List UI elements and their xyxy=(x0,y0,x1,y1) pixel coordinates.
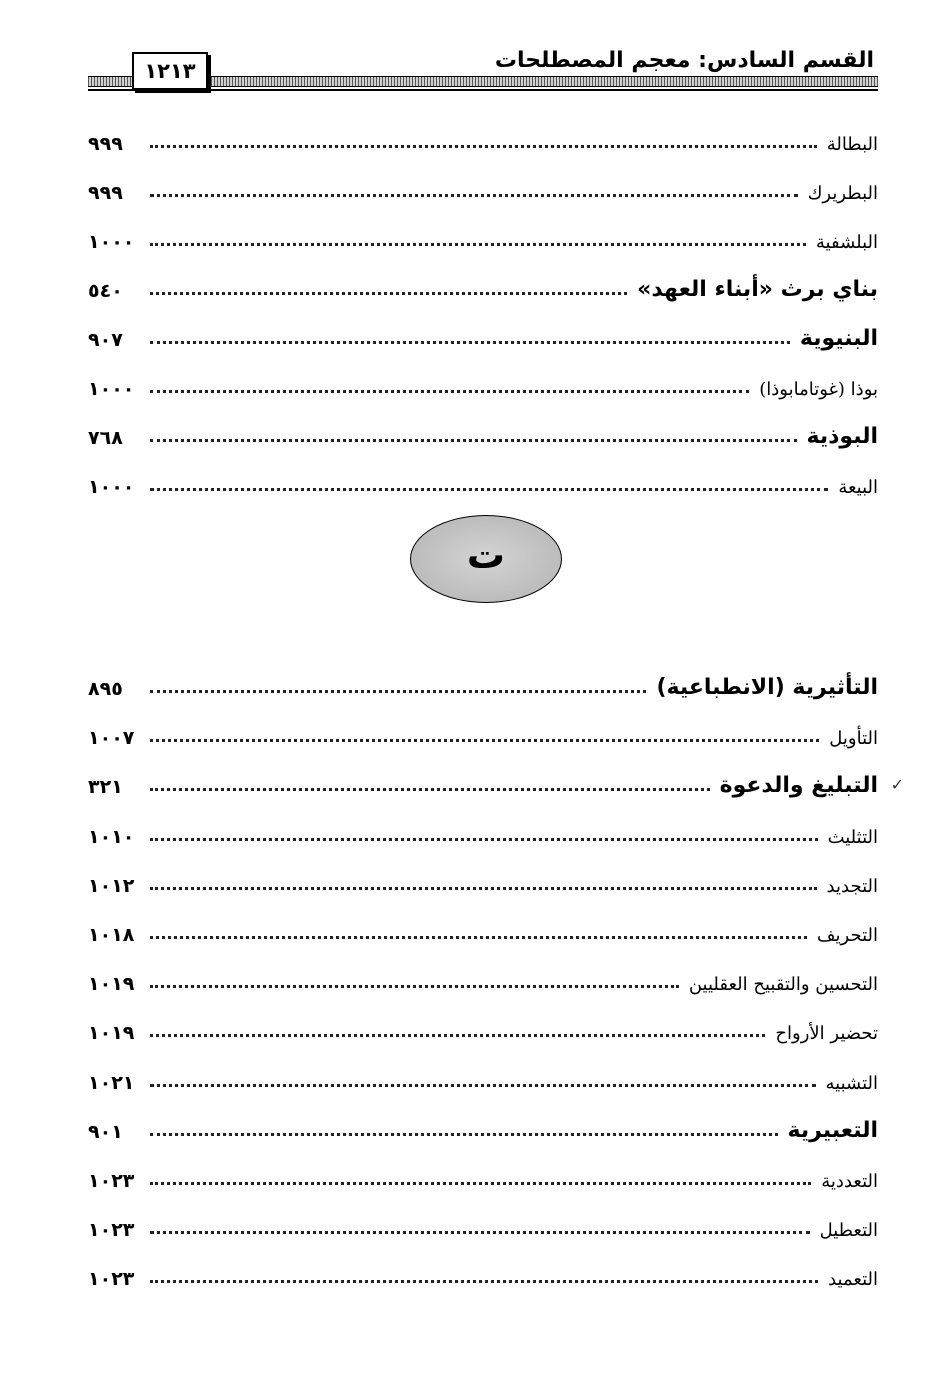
dot-leader xyxy=(150,690,646,693)
index-entry xyxy=(88,1004,878,1044)
index-entry xyxy=(88,1054,878,1094)
dot-leader xyxy=(150,243,806,246)
index-entry xyxy=(88,906,878,946)
entry-page-number: ١٠٢٣ xyxy=(88,1268,135,1291)
entry-page-number: ٩٠٧ xyxy=(88,329,123,351)
entry-term: التثليث xyxy=(827,826,878,848)
dot-leader xyxy=(150,838,818,841)
entry-term: بناي برث «أبناء العهد» xyxy=(637,277,878,302)
entry-page-number: ١٠٠٠ xyxy=(88,476,135,498)
dot-leader xyxy=(150,739,819,742)
dot-leader xyxy=(150,1133,778,1136)
entry-page-number: ٩٠١ xyxy=(88,1120,123,1143)
entry-term: البطريرك xyxy=(807,183,878,204)
entry-page-number: ١٠١٩ xyxy=(88,1022,135,1045)
entry-page-number: ١٠٢٣ xyxy=(88,1170,135,1192)
dot-leader xyxy=(150,788,710,791)
index-entry xyxy=(88,115,878,155)
index-entry xyxy=(88,262,878,302)
entry-page-number: ٩٩٩ xyxy=(88,182,123,204)
entry-term: التبليغ والدعوة xyxy=(719,773,878,799)
entry-page-number: ١٠٠٧ xyxy=(88,727,135,750)
dot-leader xyxy=(150,145,817,148)
index-entry xyxy=(88,409,878,449)
dot-leader xyxy=(150,1231,810,1234)
index-entry xyxy=(88,660,878,700)
index-entry xyxy=(88,955,878,995)
dot-leader xyxy=(150,488,828,491)
entry-page-number: ٩٩٩ xyxy=(88,133,123,155)
entry-page-number: ٧٦٨ xyxy=(88,427,123,449)
entry-term: التحريف xyxy=(816,925,878,946)
dot-leader xyxy=(150,439,797,442)
entry-page-number: ١٠٠٠ xyxy=(88,231,135,253)
index-entry xyxy=(88,311,878,351)
entry-page-number: ٣٢١ xyxy=(88,776,123,799)
index-entry xyxy=(88,758,878,798)
check-mark-icon: ✓ xyxy=(890,775,904,794)
entry-page-number: ١٠١٠ xyxy=(88,825,135,848)
dot-leader xyxy=(150,936,807,939)
dot-leader xyxy=(150,390,749,393)
entry-term: التأويل xyxy=(829,728,878,750)
entry-page-number: ٥٤٠ xyxy=(88,280,123,302)
entry-term: البلشفية xyxy=(815,232,878,253)
entry-term: البيعة xyxy=(838,477,878,498)
entry-page-number: ١٠١٨ xyxy=(88,924,135,946)
index-entry xyxy=(88,808,878,848)
entry-page-number: ٨٩٥ xyxy=(88,678,123,700)
entry-page-number: ١٠٢٣ xyxy=(88,1219,135,1242)
entry-term: التعددية xyxy=(821,1171,878,1192)
section-letter-oval xyxy=(410,515,562,603)
index-entry xyxy=(88,458,878,498)
index-entry xyxy=(88,709,878,749)
index-entry xyxy=(88,360,878,400)
entry-term: البطالة xyxy=(826,134,878,155)
entry-term: البوذية xyxy=(806,424,878,449)
entry-page-number: ١٠٢١ xyxy=(88,1071,135,1094)
dot-leader xyxy=(150,1182,811,1185)
entry-term: التشبيه xyxy=(825,1072,878,1094)
entry-page-number: ١٠١٢ xyxy=(88,874,135,897)
entry-term: التعبيرية xyxy=(787,1117,878,1143)
dot-leader xyxy=(150,1280,818,1283)
entry-page-number: ١٠٠٠ xyxy=(88,378,135,400)
header-title: القسم السادس: معجم المصطلحات xyxy=(494,48,874,73)
running-header xyxy=(88,44,878,96)
entry-term: التعميد xyxy=(828,1269,878,1291)
entry-page-number: ١٠١٩ xyxy=(88,973,135,996)
entry-term: التعطيل xyxy=(819,1220,878,1242)
entry-term: بوذا (غوتامابوذا) xyxy=(759,379,878,400)
index-entry xyxy=(88,213,878,253)
entry-term: تحضير الأرواح xyxy=(775,1023,878,1045)
page-number: ١٢١٣ xyxy=(132,52,208,90)
entry-term: التجديد xyxy=(826,875,878,897)
index-entry xyxy=(88,857,878,897)
index-entry xyxy=(88,1250,878,1290)
dot-leader xyxy=(150,292,627,295)
index-entry xyxy=(88,164,878,204)
entry-term: التحسين والتقبيح العقليين xyxy=(688,974,878,996)
entry-term: البنيوية xyxy=(799,326,878,351)
index-entry xyxy=(88,1152,878,1192)
index-entry xyxy=(88,1201,878,1241)
dot-leader xyxy=(150,985,679,988)
dot-leader xyxy=(150,194,798,197)
section-letter: ت xyxy=(466,533,506,577)
dot-leader xyxy=(150,341,790,344)
entry-term: التأثيرية (الانطباعية) xyxy=(656,675,878,700)
index-entry xyxy=(88,1103,878,1143)
dot-leader xyxy=(150,1084,816,1087)
dot-leader xyxy=(150,887,817,890)
dot-leader xyxy=(150,1034,765,1037)
